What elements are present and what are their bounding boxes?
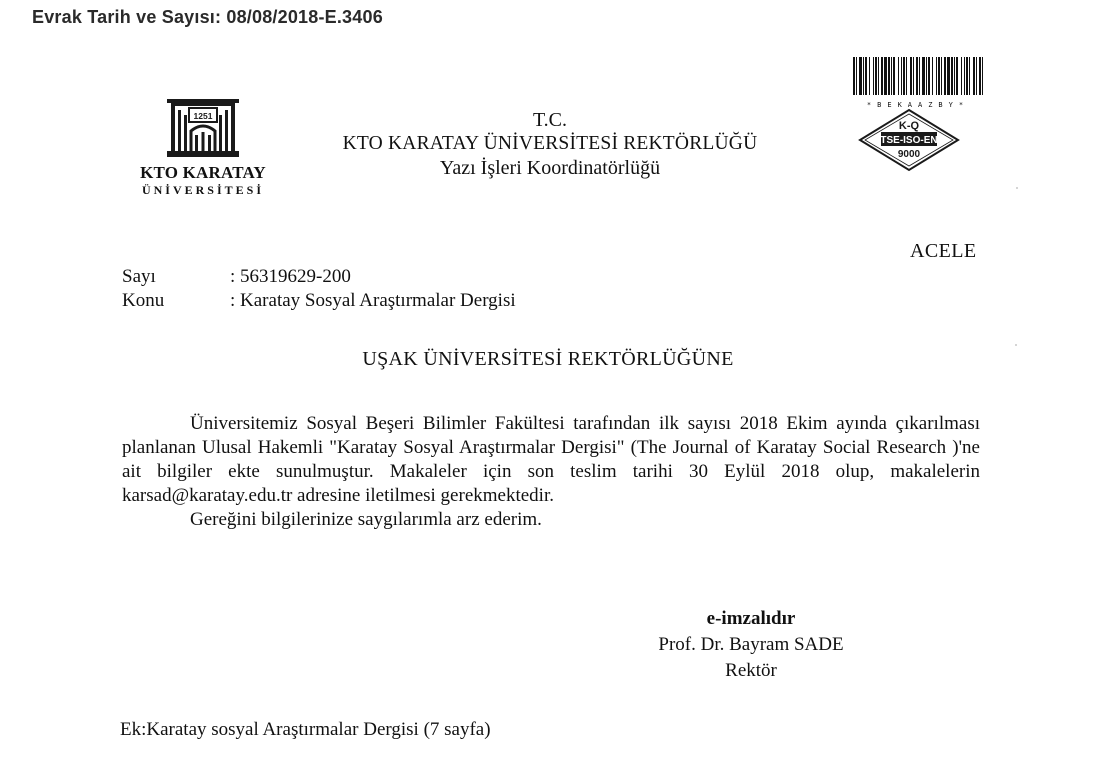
barcode-bar bbox=[856, 57, 857, 95]
barcode-bar bbox=[901, 57, 902, 95]
barcode-bar bbox=[903, 57, 905, 95]
letter-body bbox=[122, 412, 980, 532]
logo-subtitle: ÜNİVERSİTESİ bbox=[141, 183, 265, 197]
barcode-bar bbox=[979, 57, 981, 95]
barcode-bar bbox=[910, 57, 912, 95]
barcode-bar bbox=[966, 57, 968, 95]
attachment-note: Ek:Karatay sosyal Araştırmalar Dergisi (7 sayfa) bbox=[120, 719, 491, 740]
barcode-bar bbox=[982, 57, 983, 95]
barcode-bar bbox=[941, 57, 942, 95]
barcode-bar bbox=[973, 57, 975, 95]
barcode-bar bbox=[853, 57, 855, 95]
barcode-bar bbox=[938, 57, 940, 95]
barcode-bar bbox=[916, 57, 918, 95]
country-line: T.C. bbox=[532, 109, 568, 131]
recipient: UŞAK ÜNİVERSİTESİ REKTÖRLÜĞÜNE bbox=[362, 348, 734, 370]
barcode-bar bbox=[863, 57, 864, 95]
barcode-bar bbox=[893, 57, 895, 95]
body-paragraph: Üniversitemiz Sosyal Beşeri Bilimler Fakültesi tarafından ilk sayısı 2018 Ekim ayında çıkarılması planlanan Ulusal Hakemli "Karatay Sosyal Araştırmalar Dergisi" (The Journal of Karatay Social Research )'ne ait bilgiler ekte sunulmuştur. Makaleler için son teslim tarihi 30 Eylül 2018 olup, makalelerin karsad@karatay.edu.tr adresine iletilmesi gerekmektedir. bbox=[122, 413, 980, 506]
barcode-bar bbox=[859, 57, 862, 95]
document-barcode bbox=[853, 57, 983, 109]
barcode-bar bbox=[947, 57, 950, 95]
barcode-bar bbox=[888, 57, 890, 95]
quality-certification-icon bbox=[857, 108, 961, 172]
university-building-icon bbox=[165, 99, 241, 157]
barcode-bar bbox=[878, 57, 879, 95]
subject-value: : Karatay Sosyal Araştırmalar Dergisi bbox=[230, 290, 516, 311]
signatory-title: Rektör bbox=[725, 660, 777, 681]
subject-row bbox=[122, 289, 516, 313]
signature-block bbox=[620, 606, 882, 684]
number-value: : 56319629-200 bbox=[230, 266, 351, 287]
barcode-bar bbox=[969, 57, 970, 95]
barcode-bar bbox=[926, 57, 927, 95]
barcode-bar bbox=[976, 57, 977, 95]
barcode-bar bbox=[964, 57, 965, 95]
barcode-bar bbox=[954, 57, 955, 95]
certification-badge bbox=[857, 108, 961, 177]
barcode-bar bbox=[961, 57, 962, 95]
document-meta bbox=[122, 265, 516, 313]
barcode-bar bbox=[881, 57, 883, 95]
barcode-bar bbox=[891, 57, 892, 95]
barcode-icon bbox=[853, 57, 983, 95]
barcode-bar bbox=[865, 57, 867, 95]
barcode-bar bbox=[932, 57, 933, 95]
barcode-bar bbox=[928, 57, 930, 95]
subject-label: Konu bbox=[122, 290, 165, 311]
barcode-bar bbox=[906, 57, 907, 95]
barcode-bar bbox=[875, 57, 877, 95]
barcode-bar bbox=[884, 57, 887, 95]
institution-name: KTO KARATAY ÜNİVERSİTESİ REKTÖRLÜĞÜ bbox=[342, 133, 758, 154]
closing-sentence: Gereğini bilgilerinize saygılarımla arz ederim. bbox=[190, 509, 542, 530]
signatory-name: Prof. Dr. Bayram SADE bbox=[658, 634, 844, 655]
barcode-bar bbox=[869, 57, 870, 95]
barcode-bar bbox=[944, 57, 946, 95]
barcode-bar bbox=[898, 57, 899, 95]
letterhead bbox=[300, 108, 800, 180]
barcode-bar bbox=[873, 57, 874, 95]
scan-speck bbox=[1015, 344, 1017, 346]
barcode-code: *BEKAAZBY* bbox=[866, 101, 970, 109]
barcode-bar bbox=[951, 57, 953, 95]
cert-line-1: K-Q bbox=[898, 120, 920, 132]
number-label: Sayı bbox=[122, 266, 156, 287]
logo-name: KTO KARATAY bbox=[140, 163, 266, 182]
cert-line-3: 9000 bbox=[897, 149, 921, 160]
number-row bbox=[122, 265, 516, 289]
university-logo bbox=[128, 99, 278, 198]
e-signature-note: e-imzalıdır bbox=[706, 608, 796, 629]
barcode-bar bbox=[913, 57, 914, 95]
department-name: Yazı İşleri Koordinatörlüğü bbox=[439, 157, 661, 179]
barcode-bar bbox=[919, 57, 920, 95]
barcode-bar bbox=[922, 57, 925, 95]
cert-line-2: TSE-ISO-EN bbox=[880, 135, 938, 146]
logo-year: 1251 bbox=[193, 111, 213, 121]
priority-label: ACELE bbox=[910, 240, 977, 262]
scan-speck bbox=[1016, 187, 1018, 189]
document-stamp: Evrak Tarih ve Sayısı: 08/08/2018-E.3406 bbox=[32, 7, 383, 27]
barcode-bar bbox=[936, 57, 937, 95]
barcode-bar bbox=[956, 57, 958, 95]
